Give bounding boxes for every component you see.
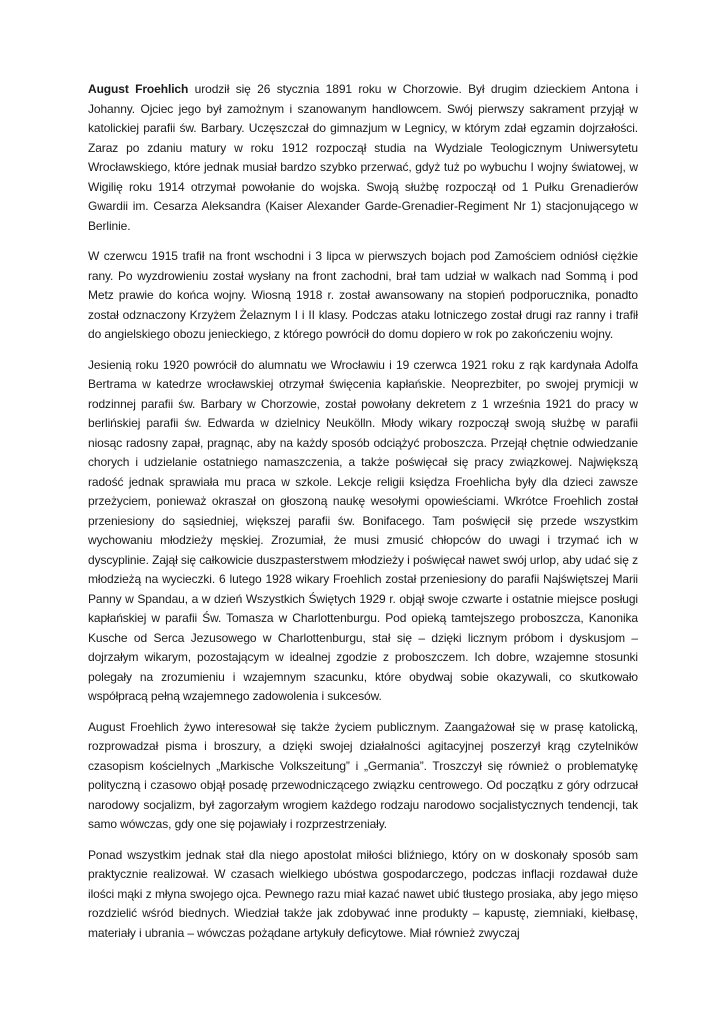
paragraph-public-life: August Froehlich żywo interesował się także życiem publicznym. Zaangażował się w prasę katolicką, rozprowadzał pisma i broszury, a dzięki swojej działalności agitacyjnej poszerzył krąg czytelników czasopism kościelnych „Markische Volkszeitung” i „Germania”. Troszczył się również o problematykę polityczną i czasowo objął posadę przewodniczącego związku centrowego. Od początku z góry odrzucał narodowy socjalizm, był zagorzałym wrogiem każdego rodzaju narodowo socjalistycznych tendencji, tak samo wówczas, gdy one się pojawiały i rozprzestrzeniały. — [88, 719, 638, 831]
paragraph-biography-intro — [88, 80, 638, 236]
paragraph-text: urodził się 26 stycznia 1891 roku w Chorzowie. Był drugim dzieckiem Antona i Johanny. Ojciec jego był zamożnym i szanowanym handlowcem. Swój pierwszy sakrament przyjął w katolickiej parafii św. Barbary. Uczęszczał do gimnazjum w Legnicy, w którym zdał egzamin dojrzałości. Zaraz po zdaniu matury w roku 1912 rozpoczął studia na Wydziale Teologicznym Uniwersytetu Wrocławskiego, które jednak musiał bardzo szybko przerwać, gdyż tuż po wybuchu I wojny światowej, w Wigilię roku 1914 otrzymał powołanie do wojska. Swoją służbę rozpoczął od 1 Pułku Grenadierów Gwardii im. Cesarza Aleksandra (Kaiser Alexander Garde-Grenadier-Regiment Nr 1) stacjonującego w Berlinie. — [88, 82, 638, 233]
document-page — [88, 80, 638, 954]
paragraph-war-service: W czerwcu 1915 trafił na front wschodni i 3 lipca w pierwszych bojach pod Zamościem odniósł ciężkie rany. Po wyzdrowieniu został wysłany na front zachodni, brał tam udział w walkach nad Sommą i pod Metz prawie do końca wojny. Wiosną 1918 r. został awansowany na stopień podporucznika, ponadto został odznaczony Krzyżem Żelaznym I i II klasy. Podczas ataku lotniczego został drugi raz ranny i trafił do angielskiego obozu jenieckiego, z którego powrócił do domu dopiero w rok po zakończeniu wojny. — [88, 249, 638, 341]
paragraph-priesthood: Jesienią roku 1920 powrócił do alumnatu we Wrocławiu i 19 czerwca 1921 roku z rąk kardynała Adolfa Bertrama w katedrze wrocławskiej otrzymał święcenia kapłańskie. Neoprezbiter, po swojej prymicji w rodzinnej parafii św. Barbary w Chorzowie, został powołany dekretem z 1 września 1921 do pracy w berlińskiej parafii św. Edwarda w dzielnicy Neukölln. Młody wikary rozpoczął swoją służbę w parafii niosąc radosny zapał, pragnąc, aby na każdy sposób odciążyć proboszcza. Przejął chętnie odwiedzanie chorych i udzielanie ostatniego namaszczenia, a także poświęcał się pracy związkowej. Największą radość jednak sprawiała mu praca w szkole. Lekcje religii księdza Froehlicha były dla dzieci zawsze przeżyciem, ponieważ okraszał on głoszoną naukę wesołymi opowieściami. Wkrótce Froehlich został przeniesiony do sąsiedniej, większej parafii św. Bonifacego. Tam poświęcił się przede wszystkim wychowaniu młodzieży męskiej. Zrozumiał, że musi zmusić chłopców do uwagi i trzymać ich w dyscyplinie. Zajął się całkowicie duszpasterstwem młodzieży i poświęcał nawet swój urlop, aby udać się z młodzieżą na wycieczki. 6 lutego 1928 wikary Froehlich został przeniesiony do parafii Najświętszej Marii Panny w Spandau, a w dzień Wszystkich Świętych 1929 r. objął swoje czwarte i ostatnie miejsce posługi kapłańskiej w parafii Św. Tomasza w Charlottenburgu. Pod opieką tamtejszego proboszcza, Kanonika Kusche od Serca Jezusowego w Charlottenburgu, stał się – dzięki licznym próbom i dyskusjom – dojrzałym wikarym, pozostającym w idealnej zgodzie z proboszczem. Ich dobre, wzajemne stosunki polegały na zrozumieniu i wzajemnym szacunku, które obydwaj sobie okazywali, co skutkowało współpracą pełną wzajemnego zadowolenia i sukcesów. — [88, 357, 638, 703]
person-name: August Froehlich — [88, 82, 189, 96]
paragraph-charity: Ponad wszystkim jednak stał dla niego apostolat miłości bliźniego, który on w doskonały sposób sam praktycznie realizował. W czasach wielkiego ubóstwa gospodarczego, podczas inflacji rozdawał duże ilości mąki z młyna swojego ojca. Pewnego razu miał kazać nawet ubić tłustego prosiaka, aby jego mięso rozdzielić wśród biednych. Wiedział także jak zdobywać inne produkty – kapustę, ziemniaki, kiełbasę, materiały i ubrania – wówczas pożądane artykuły deficytowe. Miał również zwyczaj — [88, 847, 638, 940]
